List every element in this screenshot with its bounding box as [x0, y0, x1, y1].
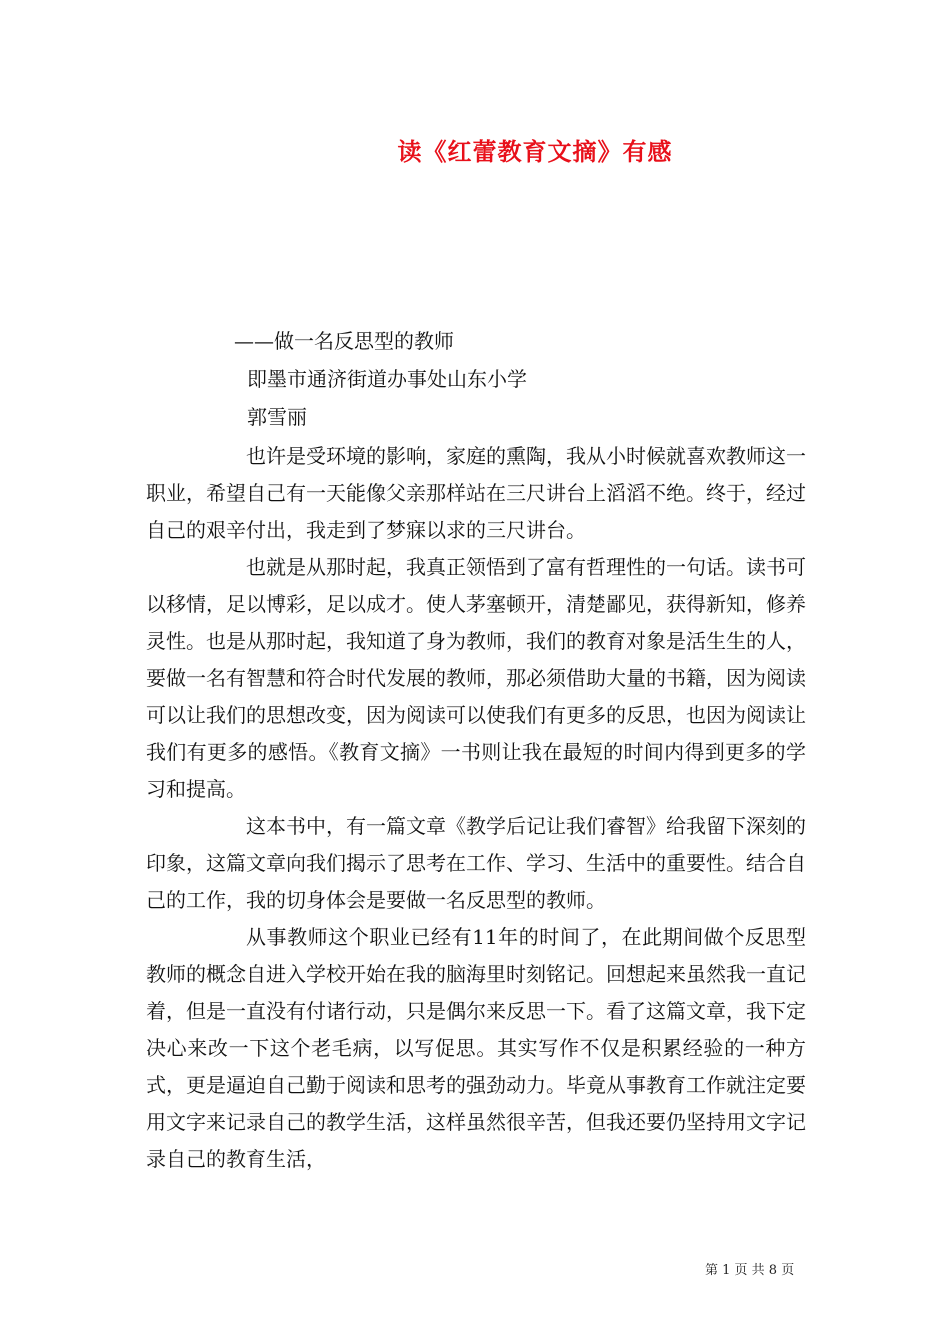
document-title: 读《红蕾教育文摘》有感 — [397, 137, 673, 166]
paragraph-3: 这本书中，有一篇文章《教学后记让我们睿智》给我留下深刻的印象，这篇文章向我们揭示了思考在工作、学习、生活中的重要性。结合自己的工作，我的切身体会是要做一名反思型的教师。 — [146, 814, 806, 912]
author-school: 即墨市通济街道办事处山东小学 — [247, 367, 527, 391]
paragraph-4: 从事教师这个职业已经有11年的时间了，在此期间做个反思型教师的概念自进入学校开始在我的脑海里时刻铭记。回想起来虽然我一直记着，但是一直没有付诸行动，只是偶尔来反思一下。看了这篇文章，我下定决心来改一下这个老毛病，以写促思。其实写作不仅是积累经验的一种方式，更是逼迫自己勤于阅读和思考的强劲动力。毕竟从事教育工作就注定要用文字来记录自己的教学生活，这样虽然很辛苦，但我还要仍坚持用文字记录自己的教育生活， — [146, 925, 806, 1171]
page-number-footer: 第 1 页 共 8 页 — [705, 1263, 795, 1278]
document-subtitle: ——做一名反思型的教师 — [234, 329, 454, 353]
document-body — [146, 438, 806, 1178]
paragraph-2: 也就是从那时起，我真正领悟到了富有哲理性的一句话。读书可以移情，足以博彩，足以成才。使人茅塞顿开，清楚鄙见，获得新知，修养灵性。也是从那时起，我知道了身为教师，我们的教育对象是活生生的人，要做一名有智慧和符合时代发展的教师，那必须借助大量的书籍，因为阅读可以让我们的思想改变，因为阅读可以使我们有更多的反思，也因为阅读让我们有更多的感悟。《教育文摘》一书则让我在最短的时间内得到更多的学习和提高。 — [146, 555, 806, 801]
paragraph-1: 也许是受环境的影响，家庭的熏陶，我从小时候就喜欢教师这一职业，希望自己有一天能像父亲那样站在三尺讲台上滔滔不绝。终于，经过自己的艰辛付出，我走到了梦寐以求的三尺讲台。 — [146, 444, 806, 542]
author-name: 郭雪丽 — [247, 405, 307, 429]
